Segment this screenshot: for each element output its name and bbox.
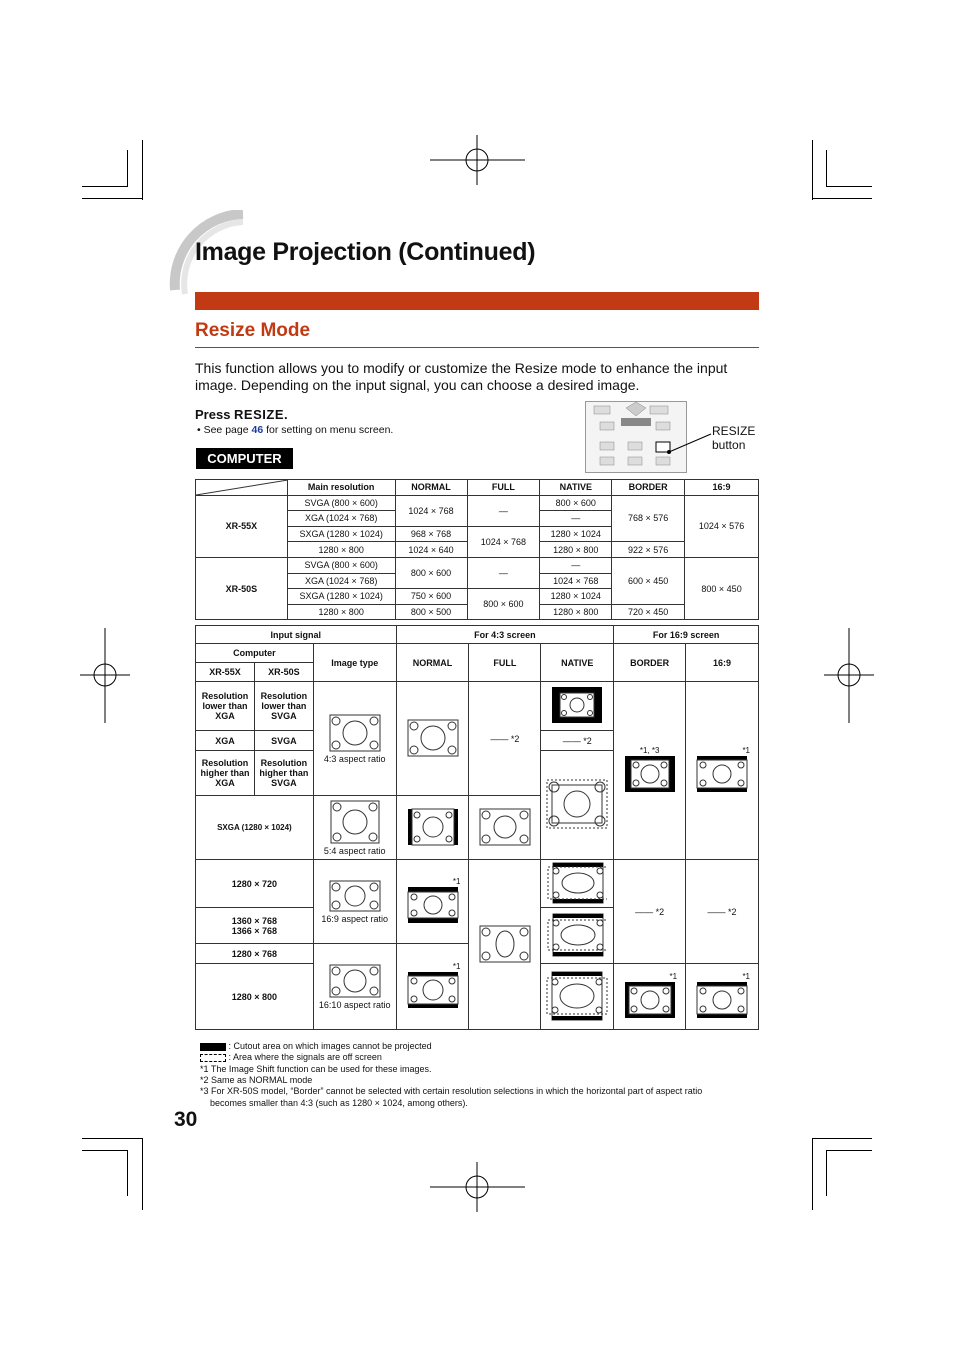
- crop-mark: [812, 198, 872, 199]
- for43-header: For 4:3 screen: [396, 626, 614, 644]
- resize-button-label: [712, 424, 755, 452]
- note-ref: *1: [669, 972, 678, 981]
- col-header: FULL: [467, 480, 540, 496]
- res-cell: SVGA (800 × 600): [287, 557, 395, 573]
- wide-cell: [686, 682, 759, 860]
- crop-mark: [826, 1150, 827, 1196]
- model-header: XR-55X: [196, 663, 255, 682]
- note-ref: *1: [742, 746, 750, 755]
- full-cell: —: [467, 557, 540, 588]
- dotted-swatch: [200, 1054, 226, 1062]
- legend-text: : Area where the signals are off screen: [228, 1052, 382, 1062]
- native-cell: [541, 908, 614, 964]
- registration-mark-right: [824, 628, 874, 723]
- note-ref: *1, *3: [639, 746, 660, 755]
- native-cell: 1280 × 1024: [540, 526, 612, 542]
- press-prefix: Press: [195, 407, 231, 422]
- registration-mark-bottom: [430, 1162, 525, 1212]
- screen-native-169-icon: [547, 862, 607, 904]
- crop-mark: [82, 1150, 128, 1151]
- signal-cell: Resolution lower than XGA: [196, 682, 255, 731]
- computer-badge: COMPUTER: [196, 448, 293, 469]
- crop-mark: [826, 150, 827, 187]
- col-native: NATIVE: [541, 644, 614, 682]
- page-number: 30: [174, 1108, 198, 1131]
- screen-native-wide-icon: [547, 913, 607, 957]
- wide-cell: 1024 × 576: [685, 495, 759, 557]
- signal-cell: Resolution lower than SVGA: [254, 682, 313, 731]
- divider: [195, 347, 759, 348]
- footnote-3: *3 For XR-50S model, “Border” cannot be selected with certain resolution selections in which the horizontal part of aspect ratio: [200, 1086, 703, 1096]
- crop-mark: [82, 198, 142, 199]
- model-header: XR-50S: [254, 663, 313, 682]
- note-ref: *1: [742, 972, 750, 981]
- signal-cell: Resolution higher than SVGA: [254, 751, 313, 796]
- footnote-1: *1 The Image Shift function can be used for these images.: [200, 1064, 432, 1074]
- screen-border-1610-icon: [624, 981, 676, 1019]
- diagonal-line: [196, 480, 288, 495]
- aspect-label: 5:4 aspect ratio: [323, 845, 386, 856]
- normal-cell: 800 × 600: [395, 557, 467, 588]
- crop-mark: [142, 1138, 143, 1210]
- screen-43-icon: [479, 808, 531, 846]
- res-cell: XGA (1024 × 768): [287, 511, 395, 527]
- native-cell: —— *2: [541, 731, 614, 751]
- border-cell: 720 × 450: [612, 604, 685, 620]
- col-header: NORMAL: [395, 480, 467, 496]
- col-header: NATIVE: [540, 480, 612, 496]
- section-heading: Resize Mode: [195, 320, 311, 341]
- normal-cell: 750 × 600: [395, 589, 467, 605]
- wide-cell: [686, 964, 759, 1030]
- native-cell: 1280 × 800: [540, 604, 612, 620]
- aspect-label: 4:3 aspect ratio: [323, 753, 386, 764]
- screen-stretched-icon: [479, 925, 531, 963]
- screen-43-icon: [407, 719, 459, 757]
- col-header: Main resolution: [287, 480, 395, 496]
- res-cell: 1280 × 800: [287, 604, 395, 620]
- computer-header: Computer: [196, 644, 314, 663]
- native-cell: —: [540, 557, 612, 573]
- normal-cell: [396, 682, 469, 796]
- image-type-table: [195, 625, 759, 1030]
- native-cell: 800 × 600: [540, 495, 612, 511]
- image-type-header: Image type: [313, 644, 396, 682]
- image-type-cell: [313, 944, 396, 1030]
- col-header: BORDER: [612, 480, 685, 496]
- for169-header: For 16:9 screen: [614, 626, 759, 644]
- legend-black: [200, 1041, 432, 1051]
- screen-169-wide-icon: [329, 880, 381, 912]
- full-cell: 800 × 600: [467, 589, 540, 620]
- signal-cell: Resolution higher than XGA: [196, 751, 255, 796]
- registration-mark-left: [80, 628, 130, 723]
- border-cell: 768 × 576: [612, 495, 685, 542]
- image-type-cell: [313, 796, 396, 860]
- normal-cell: 1024 × 768: [395, 495, 467, 526]
- black-swatch: [200, 1043, 226, 1051]
- section-bar: [195, 292, 759, 310]
- see-page-note: [197, 424, 393, 436]
- press-suffix: .: [284, 407, 288, 422]
- legend-text: : Cutout area on which images cannot be projected: [228, 1041, 432, 1051]
- see-suffix: for setting on menu screen.: [266, 424, 394, 436]
- crop-mark: [127, 150, 128, 187]
- signal-cell: 1280 × 800: [196, 964, 314, 1030]
- col-full: FULL: [469, 644, 541, 682]
- normal-cell: 968 × 768: [395, 526, 467, 542]
- full-cell: [469, 860, 541, 1030]
- resize-label-line1: RESIZE: [712, 424, 756, 438]
- screen-169-fit-icon: [696, 981, 748, 1019]
- res-cell: 1280 × 800: [287, 542, 395, 558]
- wide-cell: 800 × 450: [685, 557, 759, 619]
- native-cell: 1024 × 768: [540, 573, 612, 589]
- screen-native-small-icon: [551, 686, 603, 724]
- intro-text: This function allows you to modify or customize the Resize mode to enhance the input image. Depending on the input signal, you can choose a desired image.: [195, 360, 728, 393]
- signal-cell: [196, 908, 314, 944]
- input-signal-header: Input signal: [196, 626, 397, 644]
- col-border: BORDER: [614, 644, 686, 682]
- crop-mark: [812, 1138, 813, 1210]
- wide-cell: —— *2: [686, 860, 759, 964]
- border-cell: 600 × 450: [612, 557, 685, 604]
- native-cell: 1280 × 1024: [540, 589, 612, 605]
- diagonal-header-cell: [196, 480, 288, 496]
- screen-letterbox-icon: [407, 971, 459, 1009]
- model-cell: XR-55X: [196, 495, 288, 557]
- screen-border-icon: [624, 755, 676, 793]
- full-cell: —: [467, 495, 540, 526]
- footnote-2: *2 Same as NORMAL mode: [200, 1075, 313, 1085]
- page-title: Image Projection (Continued): [195, 238, 536, 266]
- crop-mark: [826, 1150, 872, 1151]
- footnote-3-cont: becomes smaller than 4:3 (such as 1280 × 1024, among others).: [210, 1098, 468, 1108]
- resolution-table: [195, 479, 759, 620]
- native-cell: —: [540, 511, 612, 527]
- crop-mark: [812, 1138, 872, 1139]
- press-instruction: [195, 407, 288, 422]
- signal-line: 1366 × 768: [231, 925, 278, 936]
- note-ref: *1: [452, 877, 461, 886]
- full-cell: —— *2: [469, 682, 541, 796]
- image-type-cell: [313, 682, 396, 796]
- border-cell: 922 × 576: [612, 542, 685, 558]
- signal-line: 1360 × 768: [231, 915, 278, 926]
- normal-cell: 1024 × 640: [395, 542, 467, 558]
- full-cell: 1024 × 768: [467, 526, 540, 557]
- signal-cell: SXGA (1280 × 1024): [196, 796, 314, 860]
- resize-label-line2: button: [712, 438, 746, 452]
- signal-cell: SVGA: [254, 731, 313, 751]
- full-cell: [469, 796, 541, 860]
- signal-cell: 1280 × 720: [196, 860, 314, 908]
- legend-dotted: [200, 1052, 382, 1062]
- callout-line: [665, 428, 715, 458]
- res-cell: XGA (1024 × 768): [287, 573, 395, 589]
- native-cell: [541, 751, 614, 860]
- border-cell: —— *2: [614, 860, 686, 964]
- normal-cell: [396, 796, 469, 860]
- aspect-label: 16:9 aspect ratio: [321, 913, 388, 924]
- col-normal: NORMAL: [396, 644, 469, 682]
- registration-mark-top: [430, 135, 525, 185]
- normal-cell: [396, 860, 469, 944]
- signal-cell: 1280 × 768: [196, 944, 314, 964]
- res-cell: SXGA (1280 × 1024): [287, 526, 395, 542]
- border-cell: [614, 964, 686, 1030]
- model-cell: XR-50S: [196, 557, 288, 619]
- page-link[interactable]: 46: [251, 424, 264, 436]
- res-cell: SVGA (800 × 600): [287, 495, 395, 511]
- crop-mark: [82, 1138, 142, 1139]
- normal-cell: 800 × 500: [395, 604, 467, 620]
- crop-mark: [812, 140, 813, 200]
- normal-cell: [396, 944, 469, 1030]
- crop-mark: [142, 140, 143, 200]
- crop-mark: [826, 186, 872, 187]
- native-cell: [541, 682, 614, 731]
- aspect-label: 16:10 aspect ratio: [318, 999, 391, 1010]
- native-cell: [541, 964, 614, 1030]
- screen-43-icon: [329, 714, 381, 752]
- screen-letterbox-icon: [407, 886, 459, 924]
- screen-169-icon: [696, 755, 748, 793]
- see-prefix: • See page: [197, 424, 249, 436]
- native-cell: [541, 860, 614, 908]
- signal-cell: XGA: [196, 731, 255, 751]
- crop-mark: [82, 186, 128, 187]
- crop-mark: [127, 1150, 128, 1196]
- screen-pillarbox-icon: [407, 808, 459, 846]
- col-header: 16:9: [685, 480, 759, 496]
- screen-native-1610-icon: [546, 971, 608, 1021]
- screen-native-large-icon: [546, 779, 608, 829]
- border-cell: [614, 682, 686, 860]
- screen-54-icon: [330, 800, 380, 844]
- native-cell: 1280 × 800: [540, 542, 612, 558]
- col-169: 16:9: [686, 644, 759, 682]
- note-ref: *1: [452, 962, 461, 971]
- screen-1610-icon: [329, 964, 381, 998]
- press-key: RESIZE: [234, 407, 285, 422]
- res-cell: SXGA (1280 × 1024): [287, 589, 395, 605]
- image-type-cell: [313, 860, 396, 944]
